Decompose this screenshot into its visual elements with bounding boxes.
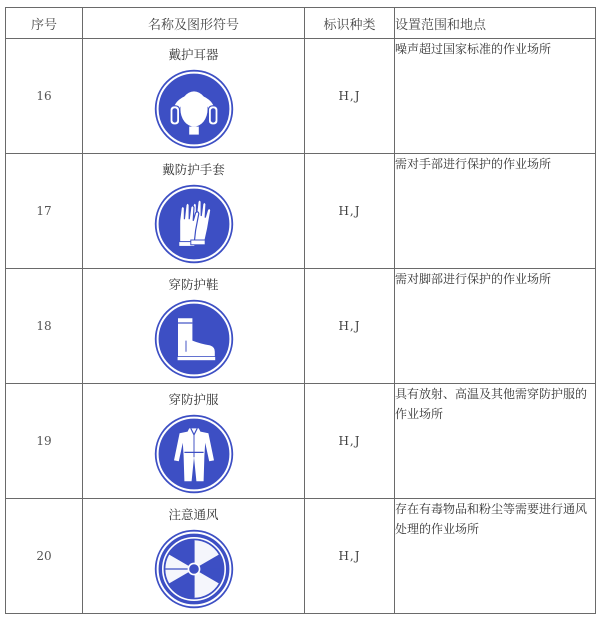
sign-cell	[83, 499, 305, 614]
sign-place: 需对脚部进行保护的作业场所	[395, 269, 596, 384]
sign-cell	[83, 154, 305, 269]
safety-signs-table	[5, 7, 596, 614]
table-row	[6, 154, 596, 269]
sign-place: 存在有毒物品和粉尘等需要进行通风处理的作业场所	[395, 499, 596, 614]
sign-name: 注意通风	[168, 507, 219, 522]
ear-protection-icon	[154, 69, 234, 149]
row-number: 20	[6, 499, 83, 614]
table-row	[6, 499, 596, 614]
table-header-row	[6, 8, 596, 39]
sign-type: H,J	[305, 154, 395, 269]
header-place: 设置范围和地点	[395, 8, 596, 39]
sign-place: 噪声超过国家标准的作业场所	[395, 39, 596, 154]
sign-type: H,J	[305, 39, 395, 154]
row-number: 16	[6, 39, 83, 154]
sign-name: 穿防护服	[168, 392, 219, 407]
sign-cell	[83, 384, 305, 499]
protective-suit-icon	[154, 414, 234, 494]
header-name: 名称及图形符号	[83, 8, 305, 39]
sign-cell	[83, 269, 305, 384]
protective-gloves-icon	[154, 184, 234, 264]
sign-place: 具有放射、高温及其他需穿防护服的作业场所	[395, 384, 596, 499]
sign-name: 戴防护手套	[162, 162, 225, 177]
protective-boots-icon	[154, 299, 234, 379]
sign-name: 戴护耳器	[168, 47, 219, 62]
ventilation-icon	[154, 529, 234, 609]
row-number: 17	[6, 154, 83, 269]
header-no: 序号	[6, 8, 83, 39]
sign-type: H,J	[305, 499, 395, 614]
table-row	[6, 269, 596, 384]
sign-type: H,J	[305, 384, 395, 499]
header-type: 标识种类	[305, 8, 395, 39]
row-number: 19	[6, 384, 83, 499]
sign-type: H,J	[305, 269, 395, 384]
sign-place: 需对手部进行保护的作业场所	[395, 154, 596, 269]
sign-name: 穿防护鞋	[168, 277, 219, 292]
table-row	[6, 384, 596, 499]
table-row	[6, 39, 596, 154]
sign-cell	[83, 39, 305, 154]
row-number: 18	[6, 269, 83, 384]
